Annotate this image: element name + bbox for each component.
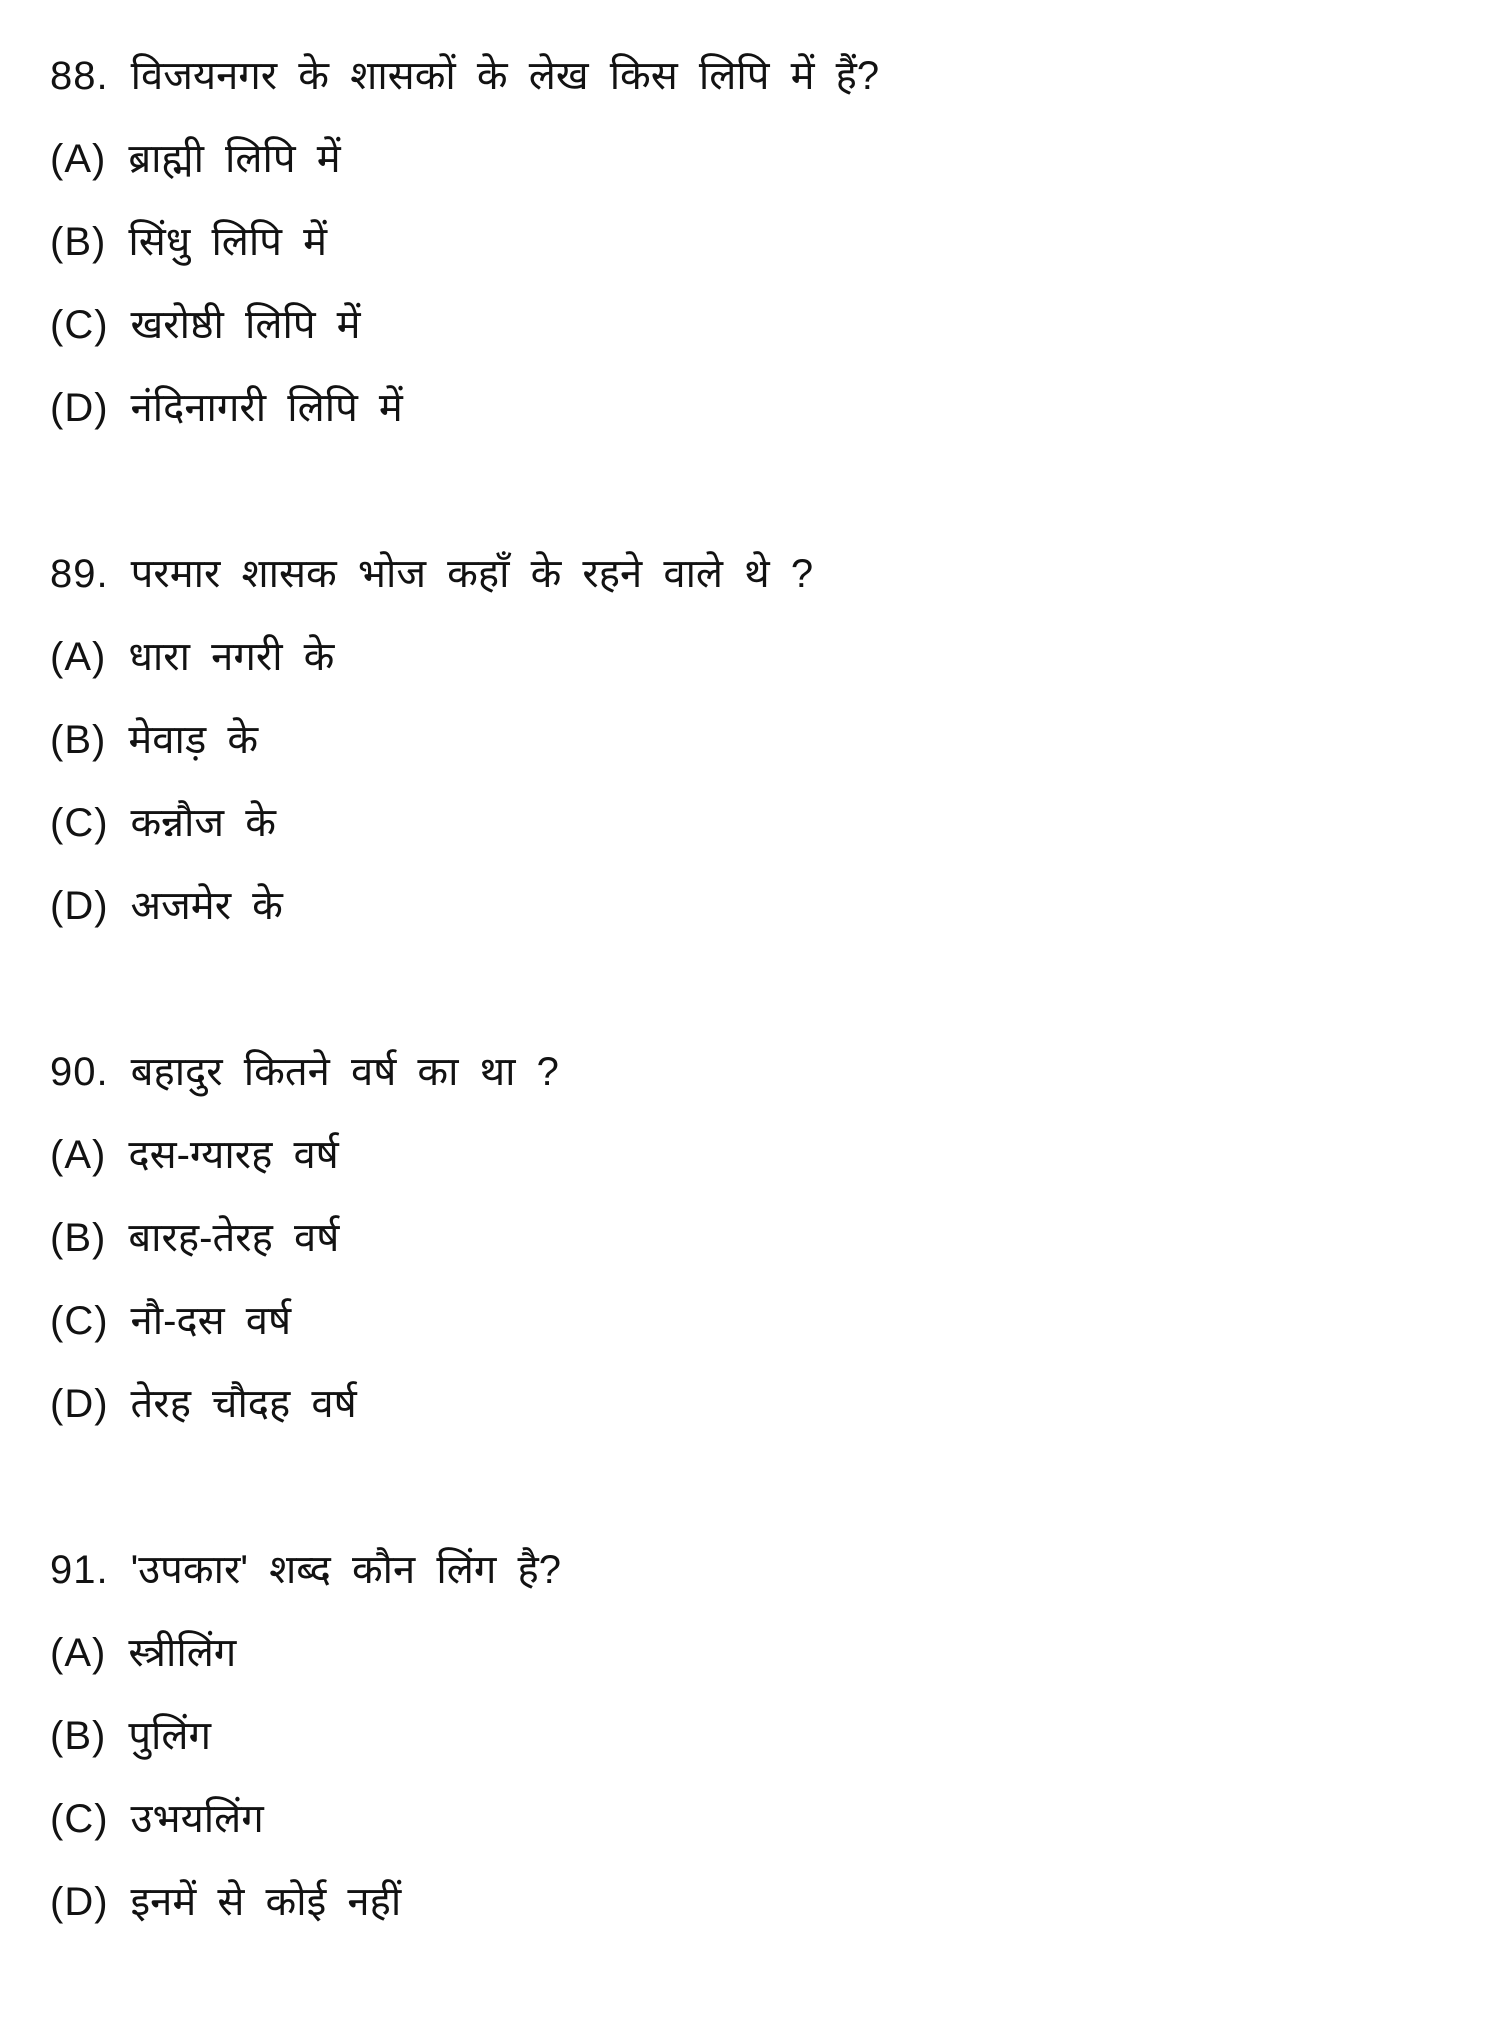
answer-option — [50, 218, 1465, 266]
answer-option — [50, 716, 1465, 764]
question-block-91 — [50, 1546, 1465, 1926]
option-label: (B) — [50, 1714, 107, 1758]
question-text: 'उपकार' शब्द कौन लिंग है? — [130, 1548, 561, 1592]
option-label: (C) — [50, 303, 109, 347]
answer-option — [50, 799, 1465, 847]
option-label: (C) — [50, 1299, 109, 1343]
option-label: (C) — [50, 801, 109, 845]
option-label: (B) — [50, 220, 107, 264]
option-text: अजमेर के — [130, 884, 283, 928]
answer-option — [50, 882, 1465, 930]
answer-option — [50, 1795, 1465, 1843]
answer-option — [50, 1712, 1465, 1760]
question-number: 88. — [50, 54, 109, 98]
option-label: (B) — [50, 1216, 107, 1260]
option-text: इनमें से कोई नहीं — [130, 1880, 402, 1924]
option-text: तेरह चौदह वर्ष — [130, 1382, 357, 1426]
option-label: (A) — [50, 1133, 107, 1177]
option-label: (A) — [50, 137, 107, 181]
question-text: परमार शासक भोज कहाँ के रहने वाले थे ? — [130, 552, 814, 596]
questions-list — [50, 52, 1465, 1926]
option-label: (D) — [50, 386, 109, 430]
answer-option — [50, 301, 1465, 349]
option-text: बारह-तेरह वर्ष — [128, 1216, 340, 1260]
question-line — [50, 550, 1465, 598]
question-number: 89. — [50, 552, 109, 596]
question-block-90 — [50, 1048, 1465, 1428]
question-block-88 — [50, 52, 1465, 432]
option-text: उभयलिंग — [130, 1797, 264, 1841]
question-number: 90. — [50, 1050, 109, 1094]
option-label: (C) — [50, 1797, 109, 1841]
option-text: पुलिंग — [128, 1714, 212, 1758]
question-line — [50, 52, 1465, 100]
question-line — [50, 1048, 1465, 1096]
option-label: (B) — [50, 718, 107, 762]
option-text: नौ-दस वर्ष — [130, 1299, 292, 1343]
answer-option — [50, 1380, 1465, 1428]
option-label: (D) — [50, 884, 109, 928]
question-line — [50, 1546, 1465, 1594]
answer-option — [50, 1878, 1465, 1926]
question-text: विजयनगर के शासकों के लेख किस लिपि में हैं? — [130, 54, 880, 98]
question-block-89 — [50, 550, 1465, 930]
option-text: सिंधु लिपि में — [128, 220, 328, 264]
answer-option — [50, 384, 1465, 432]
question-number: 91. — [50, 1548, 109, 1592]
answer-option — [50, 1131, 1465, 1179]
option-label: (D) — [50, 1880, 109, 1924]
answer-option — [50, 1297, 1465, 1345]
options-group — [50, 1629, 1465, 1926]
option-text: ब्राह्मी लिपि में — [128, 137, 341, 181]
answer-option — [50, 633, 1465, 681]
options-group — [50, 633, 1465, 930]
option-text: खरोष्ठी लिपि में — [130, 303, 361, 347]
option-label: (A) — [50, 1631, 107, 1675]
option-label: (D) — [50, 1382, 109, 1426]
answer-option — [50, 1214, 1465, 1262]
option-label: (A) — [50, 635, 107, 679]
question-text: बहादुर कितने वर्ष का था ? — [130, 1050, 559, 1094]
option-text: मेवाड़ के — [128, 718, 259, 762]
option-text: कन्नौज के — [130, 801, 276, 845]
answer-option — [50, 1629, 1465, 1677]
option-text: दस-ग्यारह वर्ष — [128, 1133, 339, 1177]
answer-option — [50, 135, 1465, 183]
options-group — [50, 135, 1465, 432]
option-text: नंदिनागरी लिपि में — [130, 386, 403, 430]
options-group — [50, 1131, 1465, 1428]
option-text: धारा नगरी के — [128, 635, 335, 679]
option-text: स्त्रीलिंग — [128, 1631, 237, 1675]
